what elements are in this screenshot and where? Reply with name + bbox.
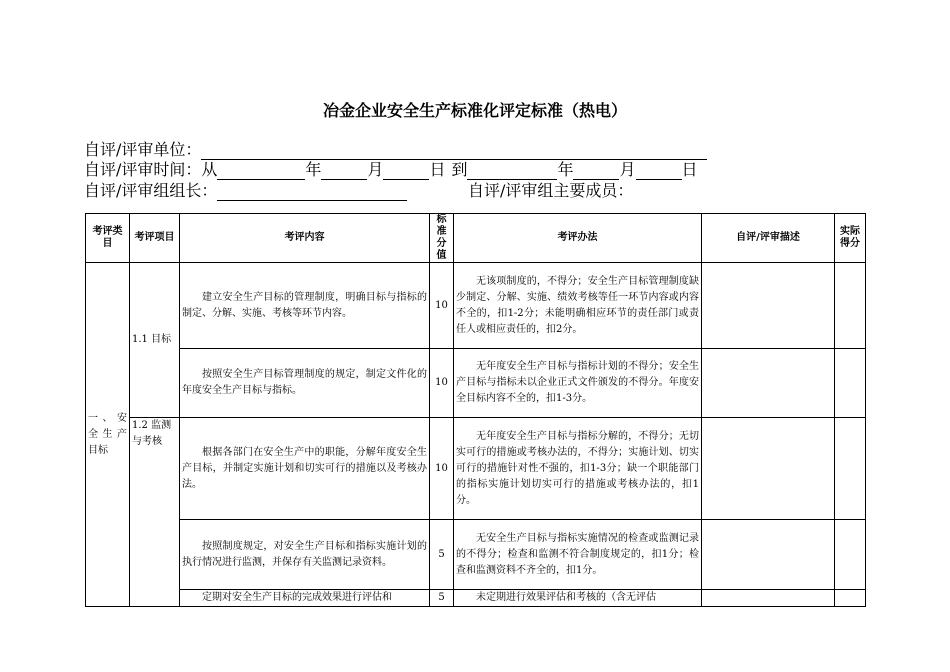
table-row <box>86 263 866 349</box>
from-year-blank[interactable] <box>217 162 305 180</box>
description-cell[interactable] <box>702 263 835 349</box>
method-cell: 未定期进行效果评估和考核的（含无评估 <box>454 590 702 607</box>
to-day-label: 日 <box>681 160 698 179</box>
score-cell: 5 <box>430 520 454 590</box>
score-cell: 10 <box>430 418 454 520</box>
score-cell: 5 <box>430 590 454 607</box>
header-actual: 实际得分 <box>835 214 866 263</box>
leader-blank[interactable] <box>217 183 407 201</box>
content-cell: 根据各部门在安全生产中的职能，分解年度安全生产目标，并制定实施计划和切实可行的措施以及考核办法。 <box>180 418 430 520</box>
score-cell: 10 <box>430 263 454 349</box>
content-cell: 按照制度规定，对安全生产目标和指标实施计划的执行情况进行监测，并保存有关监测记录资料。 <box>180 520 430 590</box>
description-cell[interactable] <box>702 520 835 590</box>
month-label: 月 <box>367 160 384 179</box>
time-label: 自评/评审时间：从 <box>84 160 218 179</box>
table-header-row <box>86 214 866 263</box>
item-cell-1-1: 1.1 目标 <box>130 263 180 418</box>
header-unit-row <box>84 140 707 160</box>
content-cell: 按照安全生产目标管理制度的规定，制定文件化的年度安全生产目标与指标。 <box>180 349 430 418</box>
actual-score-cell[interactable] <box>835 520 866 590</box>
table-row <box>86 418 866 520</box>
table-row <box>86 590 866 607</box>
unit-blank[interactable] <box>201 142 707 160</box>
actual-score-cell[interactable] <box>835 418 866 520</box>
method-cell: 无年度安全生产目标与指标分解的，不得分；无切实可行的措施或考核办法的，不得分；实施计划、切实可行的措施针对性不强的，扣1-3分；缺一个职能部门的指标实施计划切实可行的措施或考核办法的，扣1分。 <box>454 418 702 520</box>
day-label: 日 <box>429 160 446 179</box>
header-score: 标准分值 <box>430 214 454 263</box>
to-year-label: 年 <box>557 160 574 179</box>
to-label: 到 <box>451 160 468 179</box>
actual-score-cell[interactable] <box>835 349 866 418</box>
category-cell: 一、安全生产目标 <box>86 263 130 607</box>
table-row <box>86 520 866 590</box>
members-label: 自评/评审组主要成员： <box>468 181 634 200</box>
table-row <box>86 349 866 418</box>
to-day-blank[interactable] <box>636 162 682 180</box>
to-month-label: 月 <box>619 160 636 179</box>
content-cell: 定期对安全生产目标的完成效果进行评估和 <box>180 590 430 607</box>
header-content: 考评内容 <box>180 214 430 263</box>
content-cell: 建立安全生产目标的管理制度，明确目标与指标的制定、分解、实施、考核等环节内容。 <box>180 263 430 349</box>
from-month-blank[interactable] <box>321 162 367 180</box>
method-cell: 无年度安全生产目标与指标计划的不得分；安全生产目标与指标未以企业正式文件颁发的不得分。年度安全目标内容不全的，扣1-3分。 <box>454 349 702 418</box>
header-method: 考评办法 <box>454 214 702 263</box>
evaluation-table <box>85 213 866 607</box>
to-year-blank[interactable] <box>467 162 557 180</box>
to-month-blank[interactable] <box>573 162 619 180</box>
header-leader-row <box>84 181 407 201</box>
description-cell[interactable] <box>702 590 835 607</box>
actual-score-cell[interactable] <box>835 263 866 349</box>
leader-label: 自评/评审组组长： <box>84 181 218 200</box>
header-time-row <box>84 160 698 180</box>
header-item: 考评项目 <box>130 214 180 263</box>
actual-score-cell[interactable] <box>835 590 866 607</box>
method-cell: 无安全生产目标与指标实施情况的检查或监测记录的不得分；检查和监测不符合制度规定的，扣1分；检查和监测资料不齐全的，扣1分。 <box>454 520 702 590</box>
score-cell: 10 <box>430 349 454 418</box>
document-title: 冶金企业安全生产标准化评定标准（热电） <box>322 101 627 120</box>
year-label: 年 <box>305 160 322 179</box>
method-cell: 无该项制度的，不得分；安全生产目标管理制度缺少制定、分解、实施、绩效考核等任一环节内容或内容不全的，扣1-2分；未能明确相应环节的责任部门或责任人或相应责任的，扣2分。 <box>454 263 702 349</box>
header-description: 自评/评审描述 <box>702 214 835 263</box>
from-day-blank[interactable] <box>383 162 429 180</box>
header-members-row <box>468 181 633 201</box>
description-cell[interactable] <box>702 418 835 520</box>
header-category: 考评类目 <box>86 214 130 263</box>
item-cell-1-2: 1.2 监测与考核 <box>130 418 180 607</box>
description-cell[interactable] <box>702 349 835 418</box>
unit-label: 自评/评审单位： <box>84 140 202 159</box>
